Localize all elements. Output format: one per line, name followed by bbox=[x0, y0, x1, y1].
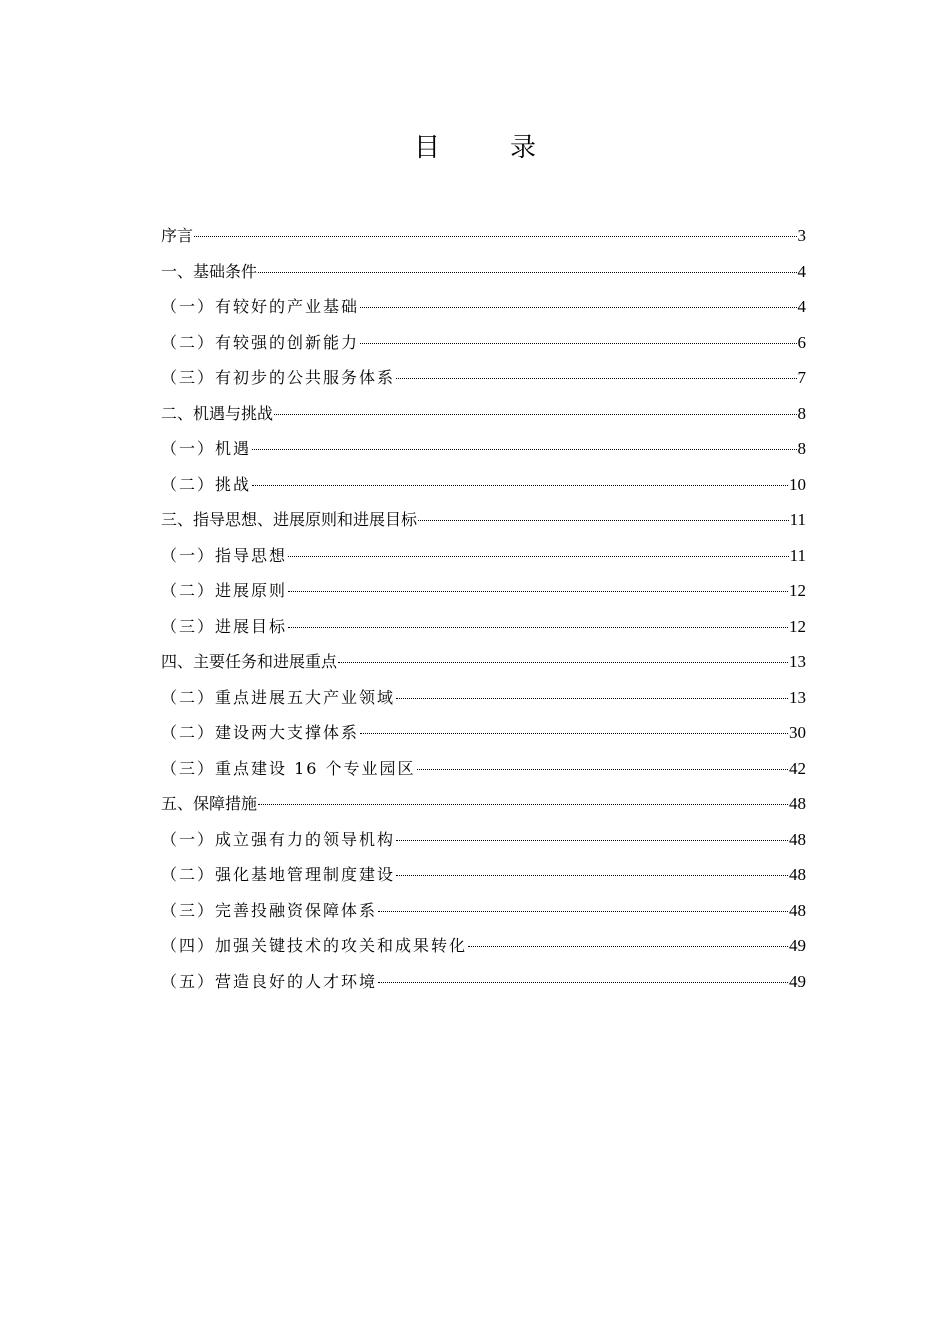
dot-leader bbox=[396, 698, 788, 699]
toc-entry-title: （五）营造良好的人才环境 bbox=[161, 971, 378, 991]
toc-entry-title: （三）有初步的公共服务体系 bbox=[161, 368, 396, 387]
dot-leader bbox=[258, 272, 796, 273]
toc-entry-page-number: 48 bbox=[789, 865, 806, 884]
toc-entry-title: （二）重点进展五大产业领域 bbox=[161, 687, 396, 707]
toc-entry-page-number: 7 bbox=[797, 368, 806, 387]
toc-entry-title: 二、机遇与挑战 bbox=[161, 403, 274, 423]
toc-entry-page-number: 49 bbox=[789, 971, 806, 991]
toc-entry-title: （一）有较好的产业基础 bbox=[161, 297, 360, 316]
toc-entry-title: 一、基础条件 bbox=[161, 261, 258, 281]
toc-entry[interactable] bbox=[161, 502, 806, 538]
dot-leader bbox=[288, 591, 788, 592]
dot-leader bbox=[396, 875, 788, 876]
dot-leader bbox=[360, 733, 788, 734]
toc-entry-page-number: 4 bbox=[797, 261, 806, 281]
toc-entry-page-number: 42 bbox=[789, 758, 806, 778]
dot-leader bbox=[252, 449, 796, 450]
toc-entry[interactable] bbox=[161, 289, 806, 325]
toc-entry-title: （四）加强关键技术的攻关和成果转化 bbox=[161, 936, 468, 955]
toc-entry[interactable] bbox=[161, 928, 806, 964]
toc-entry[interactable] bbox=[161, 680, 806, 716]
toc-entry[interactable] bbox=[161, 431, 806, 467]
toc-entry[interactable] bbox=[161, 360, 806, 396]
toc-entry-title: 序言 bbox=[161, 226, 194, 245]
toc-entry-title: （三）完善投融资保障体系 bbox=[161, 900, 378, 920]
dot-leader bbox=[288, 627, 788, 628]
toc-entry-page-number: 11 bbox=[789, 545, 806, 565]
toc-title: 目 录 bbox=[413, 133, 558, 163]
toc-entry-title: （一）成立强有力的领导机构 bbox=[161, 829, 396, 849]
toc-entry-page-number: 4 bbox=[797, 297, 806, 316]
toc-entry-page-number: 48 bbox=[789, 794, 806, 813]
dot-leader bbox=[338, 662, 788, 663]
dot-leader bbox=[378, 982, 788, 983]
dot-leader bbox=[258, 804, 788, 805]
toc-entry-page-number: 30 bbox=[789, 723, 806, 742]
dot-leader bbox=[468, 946, 788, 947]
dot-leader bbox=[252, 485, 788, 486]
dot-leader bbox=[274, 414, 796, 415]
toc-entry-page-number: 12 bbox=[789, 581, 806, 600]
toc-entry-title: （一）指导思想 bbox=[161, 545, 288, 565]
toc-entry-title: （一）机遇 bbox=[161, 439, 252, 458]
toc-entry-title: 三、指导思想、进展原则和进展目标 bbox=[161, 510, 418, 529]
toc-entry-title: （二）建设两大支撑体系 bbox=[161, 723, 360, 742]
toc-entry-page-number: 48 bbox=[789, 900, 806, 920]
toc-entry-page-number: 13 bbox=[789, 652, 806, 671]
dot-leader bbox=[288, 556, 789, 557]
toc-entry[interactable] bbox=[161, 822, 806, 858]
toc-entry[interactable] bbox=[161, 467, 806, 503]
toc-entry[interactable] bbox=[161, 325, 806, 361]
toc-entry-page-number: 3 bbox=[797, 226, 806, 245]
toc-entry-page-number: 49 bbox=[789, 936, 806, 955]
toc-entry-page-number: 13 bbox=[789, 687, 806, 707]
toc-entry-page-number: 12 bbox=[789, 616, 806, 636]
toc-entry[interactable] bbox=[161, 396, 806, 432]
toc-entry-title: （三）重点建设 16 个专业园区 bbox=[161, 758, 416, 778]
toc-entry-page-number: 48 bbox=[789, 829, 806, 849]
toc-entry-title: （二）进展原则 bbox=[161, 581, 288, 600]
toc-entry-title: （三）进展目标 bbox=[161, 616, 288, 636]
toc-entry[interactable] bbox=[161, 254, 806, 290]
toc-entry[interactable] bbox=[161, 538, 806, 574]
toc-entry[interactable] bbox=[161, 573, 806, 609]
toc-entry[interactable] bbox=[161, 893, 806, 929]
toc-entry-page-number: 8 bbox=[797, 439, 806, 458]
toc-entry[interactable] bbox=[161, 644, 806, 680]
dot-leader bbox=[378, 911, 788, 912]
dot-leader bbox=[360, 343, 796, 344]
dot-leader bbox=[418, 520, 789, 521]
toc-entry-page-number: 10 bbox=[789, 474, 806, 494]
toc-entry-title: （二）强化基地管理制度建设 bbox=[161, 865, 396, 884]
toc-entry[interactable] bbox=[161, 751, 806, 787]
dot-leader bbox=[396, 378, 796, 379]
dot-leader bbox=[417, 769, 788, 770]
toc-entry-title: 五、保障措施 bbox=[161, 794, 258, 813]
table-of-contents bbox=[161, 218, 806, 999]
toc-entry-page-number: 8 bbox=[797, 403, 806, 423]
toc-entry-title: 四、主要任务和进展重点 bbox=[161, 652, 338, 671]
toc-entry-title: （二）挑战 bbox=[161, 474, 252, 494]
toc-entry[interactable] bbox=[161, 609, 806, 645]
dot-leader bbox=[396, 840, 788, 841]
toc-entry-title: （二）有较强的创新能力 bbox=[161, 332, 360, 352]
toc-entry-page-number: 6 bbox=[797, 332, 806, 352]
toc-entry[interactable] bbox=[161, 964, 806, 1000]
toc-entry[interactable] bbox=[161, 715, 806, 751]
dot-leader bbox=[194, 236, 796, 237]
toc-entry-page-number: 11 bbox=[789, 510, 806, 529]
dot-leader bbox=[360, 307, 796, 308]
toc-entry[interactable] bbox=[161, 857, 806, 893]
toc-entry[interactable] bbox=[161, 786, 806, 822]
toc-entry[interactable] bbox=[161, 218, 806, 254]
